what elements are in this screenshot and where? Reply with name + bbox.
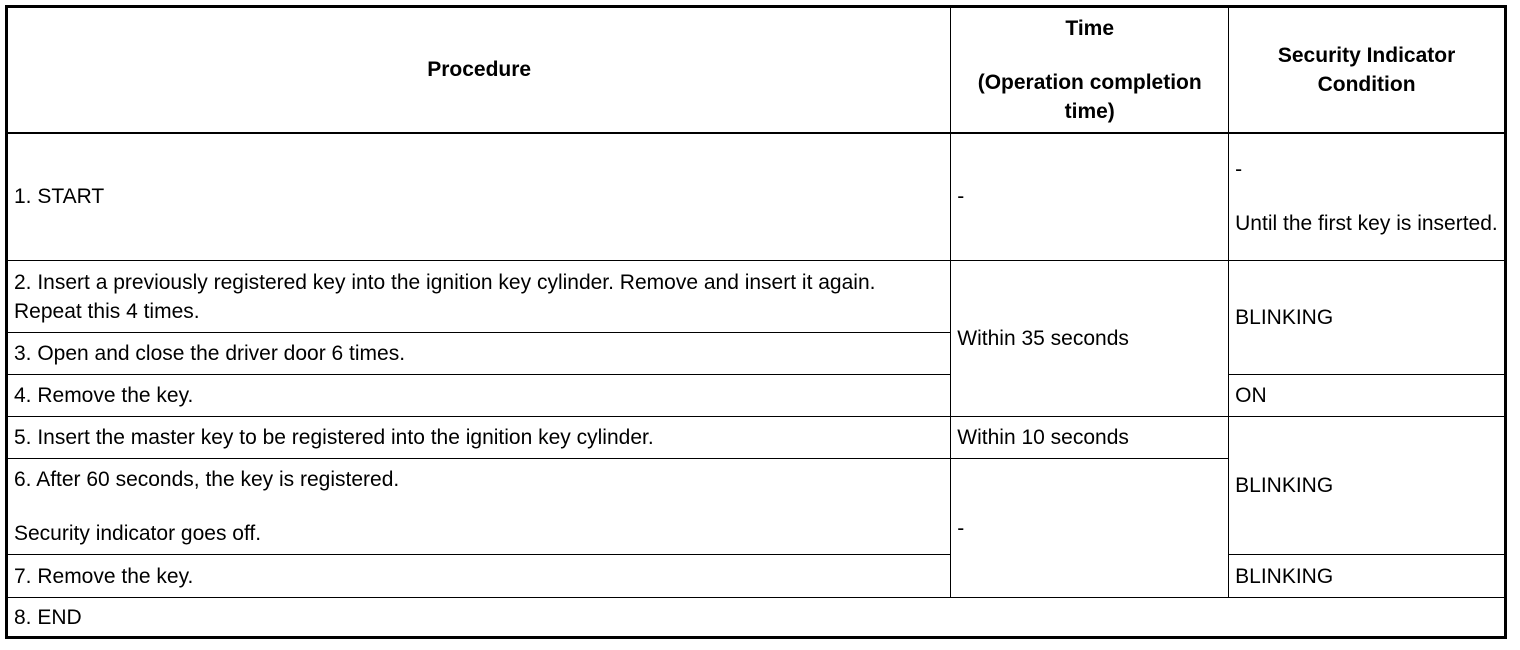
security-cell: ON [1229,375,1506,417]
security-cell: BLINKING [1229,261,1506,375]
header-security: Security Indicator Condition [1229,7,1506,133]
header-procedure: Procedure [7,7,951,133]
procedure-cell: 1. START [7,133,951,261]
header-time-title: Time [1065,16,1115,40]
security-cell: BLINKING [1229,417,1506,555]
security-cell-spacer [1235,184,1498,209]
header-time-subtitle: (Operation completion time) [977,70,1202,123]
procedure-cell-spacer [14,494,944,519]
table-row [7,417,1506,459]
security-cell-line1: - [1235,158,1243,182]
header-time [951,7,1229,133]
procedure-cell-line2: Security indicator goes off. [14,522,262,545]
time-cell: Within 35 seconds [951,261,1229,417]
procedure-table [5,5,1507,639]
time-cell: Within 10 seconds [951,417,1229,459]
header-time-spacer [957,43,1222,68]
security-cell [1229,133,1506,261]
procedure-cell-line1: 6. After 60 seconds, the key is registered. [14,468,400,491]
table-row [7,133,1506,261]
procedure-cell: 8. END [7,598,1506,638]
procedure-cell: 7. Remove the key. [7,555,951,598]
procedure-cell [7,459,951,555]
time-cell: - [951,133,1229,261]
table-row [7,375,1506,417]
time-cell: - [951,459,1229,598]
procedure-cell: 5. Insert the master key to be registered into the ignition key cylinder. [7,417,951,459]
procedure-cell: 2. Insert a previously registered key into the ignition key cylinder. Remove and insert it again. Repeat this 4 times. [7,261,951,333]
table-row [7,598,1506,638]
security-cell-line2: Until the first key is inserted. [1235,212,1498,236]
header-row [7,7,1506,133]
table-row [7,555,1506,598]
procedure-cell: 3. Open and close the driver door 6 times. [7,333,951,375]
table-row [7,261,1506,333]
security-cell: BLINKING [1229,555,1506,598]
procedure-cell: 4. Remove the key. [7,375,951,417]
